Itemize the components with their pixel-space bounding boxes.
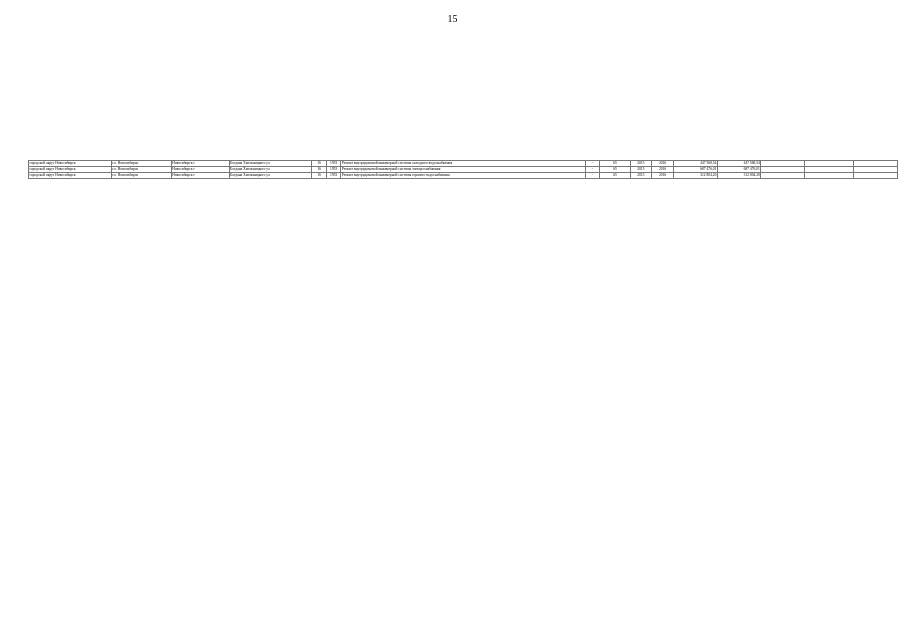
table-cell: 312 804,20 xyxy=(717,173,760,179)
page-number: 15 xyxy=(447,14,458,25)
table-cell xyxy=(804,173,854,179)
table-cell: 65 xyxy=(599,173,630,179)
table-cell: 2015 xyxy=(631,167,652,173)
table-cell: 65 xyxy=(599,161,630,167)
table-cell: 16 xyxy=(312,173,326,179)
table-cell: - xyxy=(585,161,599,167)
table-cell: 687 476,01 xyxy=(717,167,760,173)
table-cell: Ремонт внутридомовой инженерной системы холодного водоснабжения xyxy=(341,161,585,167)
table-cell: городской округ Новосибирск xyxy=(29,173,112,179)
table-cell xyxy=(761,173,804,179)
register-table-wrapper xyxy=(28,160,898,179)
table-cell: г.о. Новосибирск xyxy=(111,161,171,167)
table-cell: 1953 xyxy=(326,161,340,167)
table-cell: - xyxy=(585,173,599,179)
table-row xyxy=(29,173,898,179)
table-cell: Ремонт внутридомовой инженерной системы горячего водоснабжения xyxy=(341,173,585,179)
table-cell: Новосибирск г xyxy=(171,167,229,173)
table-cell: Богдана Хмельницкого ул xyxy=(229,173,312,179)
table-cell: 687 476,01 xyxy=(674,167,717,173)
table-cell: Ремонт внутридомовой инженерной системы электроснабжения xyxy=(341,167,585,173)
table-cell: 312 804,20 xyxy=(674,173,717,179)
table-cell: - xyxy=(585,167,599,173)
table-cell: 65 xyxy=(599,167,630,173)
table-cell: 16 xyxy=(312,161,326,167)
table-cell: Новосибирск г xyxy=(171,161,229,167)
table-cell xyxy=(854,173,898,179)
table-cell: 2016 xyxy=(651,173,674,179)
table-cell: г.о. Новосибирск xyxy=(111,167,171,173)
table-cell: городской округ Новосибирск xyxy=(29,161,112,167)
table-cell: 2015 xyxy=(631,161,652,167)
table-cell: Новосибирск г xyxy=(171,173,229,179)
table-cell: 16 xyxy=(312,167,326,173)
table-cell: Богдана Хмельницкого ул xyxy=(229,161,312,167)
table-cell: 447 568,54 xyxy=(674,161,717,167)
capital-repair-register-table xyxy=(28,160,898,179)
table-body xyxy=(29,161,898,179)
table-cell: 2015 xyxy=(631,173,652,179)
table-cell: 2016 xyxy=(651,161,674,167)
table-cell: городской округ Новосибирск xyxy=(29,167,112,173)
table-cell: 447 568,54 xyxy=(717,161,760,167)
table-cell: 1953 xyxy=(326,173,340,179)
table-cell: 1953 xyxy=(326,167,340,173)
table-cell: Богдана Хмельницкого ул xyxy=(229,167,312,173)
table-cell: 2016 xyxy=(651,167,674,173)
table-cell: г.о. Новосибирск xyxy=(111,173,171,179)
